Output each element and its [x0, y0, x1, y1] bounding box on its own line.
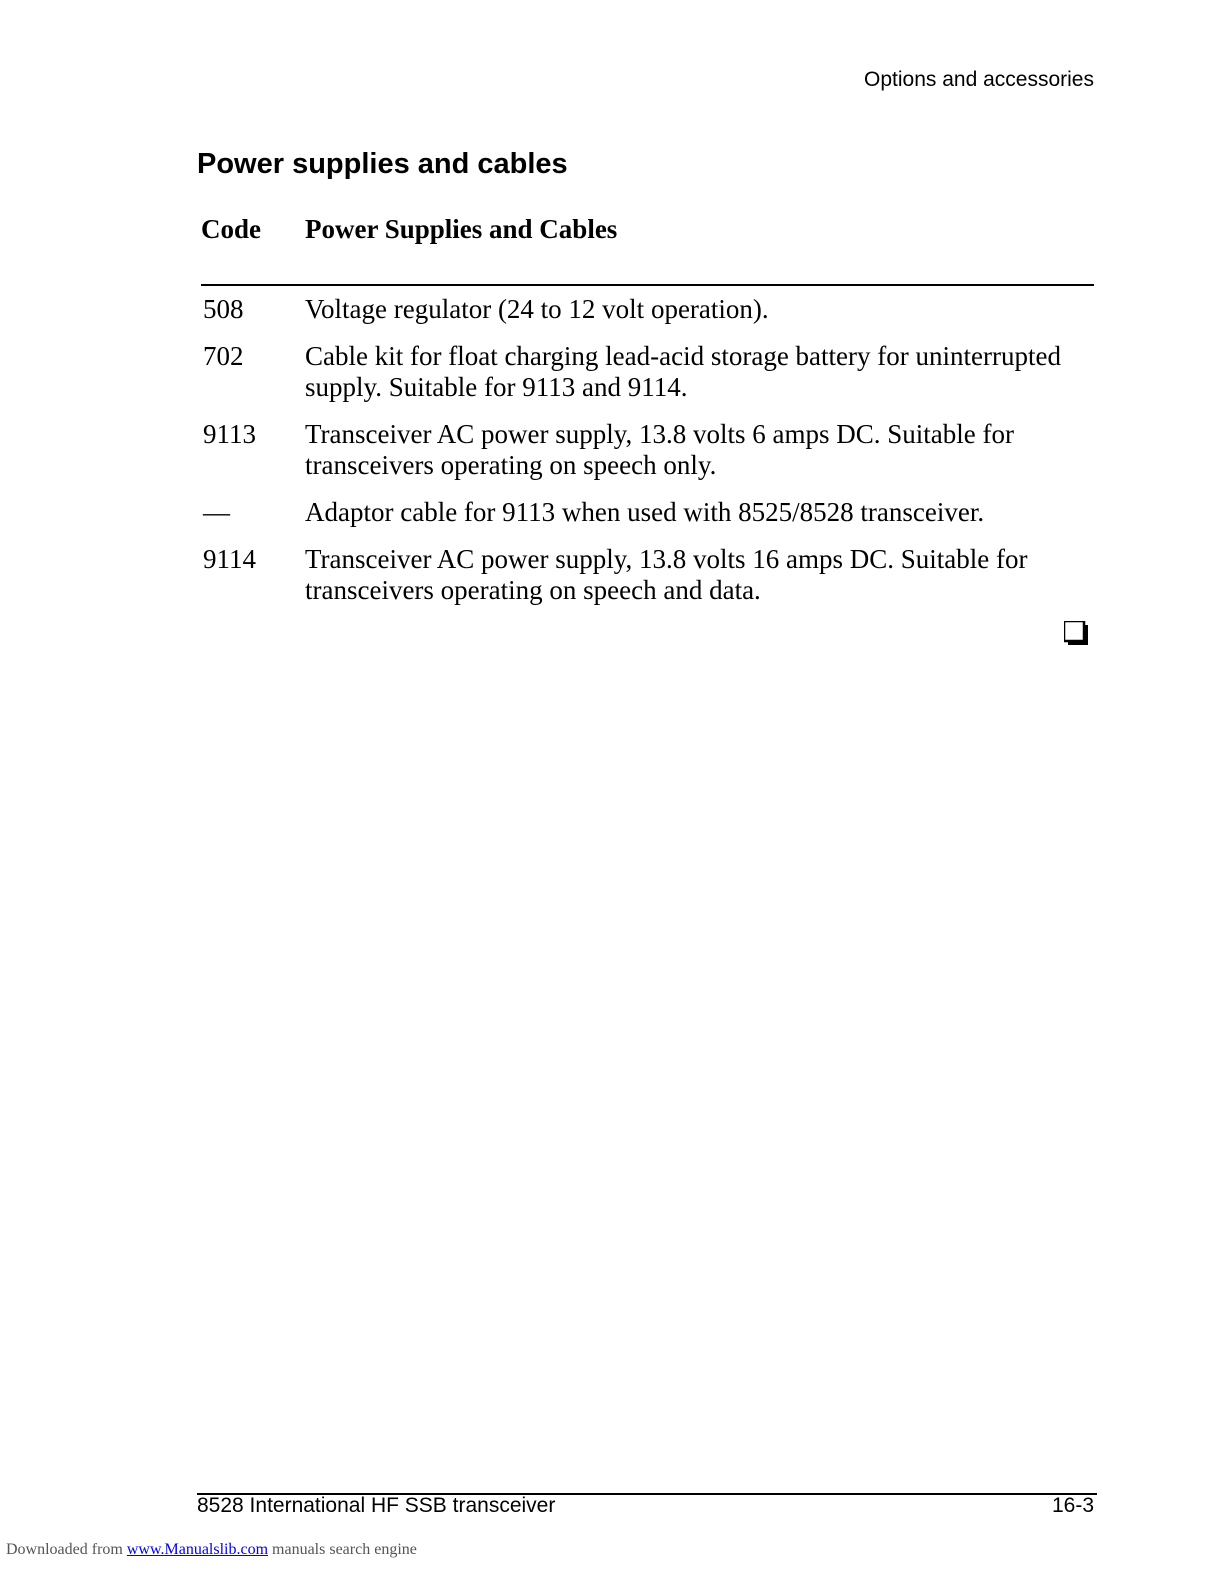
- download-prefix: Downloaded from: [6, 1541, 123, 1558]
- download-suffix: manuals search engine: [272, 1541, 417, 1558]
- page-number: 16-3: [1051, 1494, 1094, 1517]
- table-row: [203, 294, 1094, 325]
- table-body: [203, 294, 1094, 622]
- row-description: Transceiver AC power supply, 13.8 volts 16 amps DC. Suitable for transceivers operating on speech and data.: [305, 544, 1028, 605]
- end-of-section-box-icon: [1064, 621, 1088, 645]
- footer-document-title: 8528 International HF SSB transceiver: [197, 1494, 556, 1517]
- row-description: Voltage regulator (24 to 12 volt operation).: [305, 294, 769, 324]
- column-header-code: Code: [201, 214, 261, 244]
- row-description: Cable kit for float charging lead-acid storage battery for uninterrupted supply. Suitable for 9113 and 9114.: [305, 341, 1061, 402]
- table-header-rule: [201, 284, 1094, 286]
- row-code: 508: [203, 294, 244, 324]
- row-description: Transceiver AC power supply, 13.8 volts 6 amps DC. Suitable for transceivers operating on speech only.: [305, 419, 1014, 480]
- table-row: [203, 544, 1094, 606]
- row-code: 9114: [203, 544, 256, 574]
- row-code: —: [203, 497, 230, 527]
- table-row: [203, 419, 1094, 481]
- row-description: Adaptor cable for 9113 when used with 8525/8528 transceiver.: [305, 497, 985, 527]
- row-code: 9113: [203, 419, 256, 449]
- row-code: 702: [203, 341, 244, 371]
- manualslib-link[interactable]: www.Manualslib.com: [126, 1541, 269, 1558]
- running-header: Options and accessories: [864, 68, 1094, 91]
- table-row: [203, 341, 1094, 403]
- column-header-description: Power Supplies and Cables: [305, 214, 618, 244]
- table-row: [203, 497, 1094, 528]
- section-title: Power supplies and cables: [197, 148, 568, 180]
- download-note: [6, 1541, 417, 1559]
